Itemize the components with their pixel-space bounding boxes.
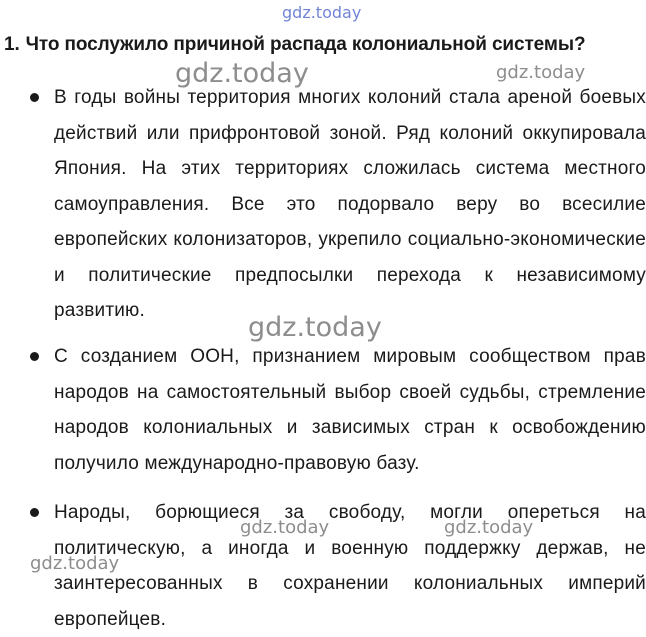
watermark-4: gdz.today [240, 517, 330, 538]
watermark-3: gdz.today [248, 312, 382, 343]
question-number: 1. [4, 34, 20, 55]
bullet-dot-icon [30, 508, 39, 517]
question-text: Что послужило причиной распада колониальной системы? [25, 34, 586, 55]
bullet-dot-icon [30, 93, 39, 102]
watermark-1: gdz.today [175, 58, 309, 89]
watermark-top: gdz.today [282, 3, 362, 22]
watermark-6: gdz.today [30, 553, 120, 574]
bullet-text-2: С созданием ООН, признанием мировым сообществом прав народов на самостоятельный выбор своей судьбы, стремление народов колониальных и зависимых стран к освобождению получило международно-правовую базу. [54, 346, 646, 474]
watermark-2: gdz.today [496, 62, 586, 83]
bullet-text-3: Народы, борющиеся за свободу, могли опереться на политическую, а иногда и военную поддержку держав, не заинтересованных в сохранении колониальных империй европейцев. [54, 502, 646, 630]
bullet-text-1: В годы войны территория многих колоний стала ареной боевых действий или прифронтовой зоной. Ряд колоний оккупировала Япония. На этих территориях сложилась система местного самоуправления. Все это подорвало веру во всесилие европейских колонизаторов, укрепило социально-экономические и политические предпосылки перехода к независимому развитию. [54, 87, 646, 321]
question-heading [4, 34, 585, 56]
bullet-dot-icon [30, 352, 39, 361]
watermark-5: gdz.today [444, 517, 534, 538]
